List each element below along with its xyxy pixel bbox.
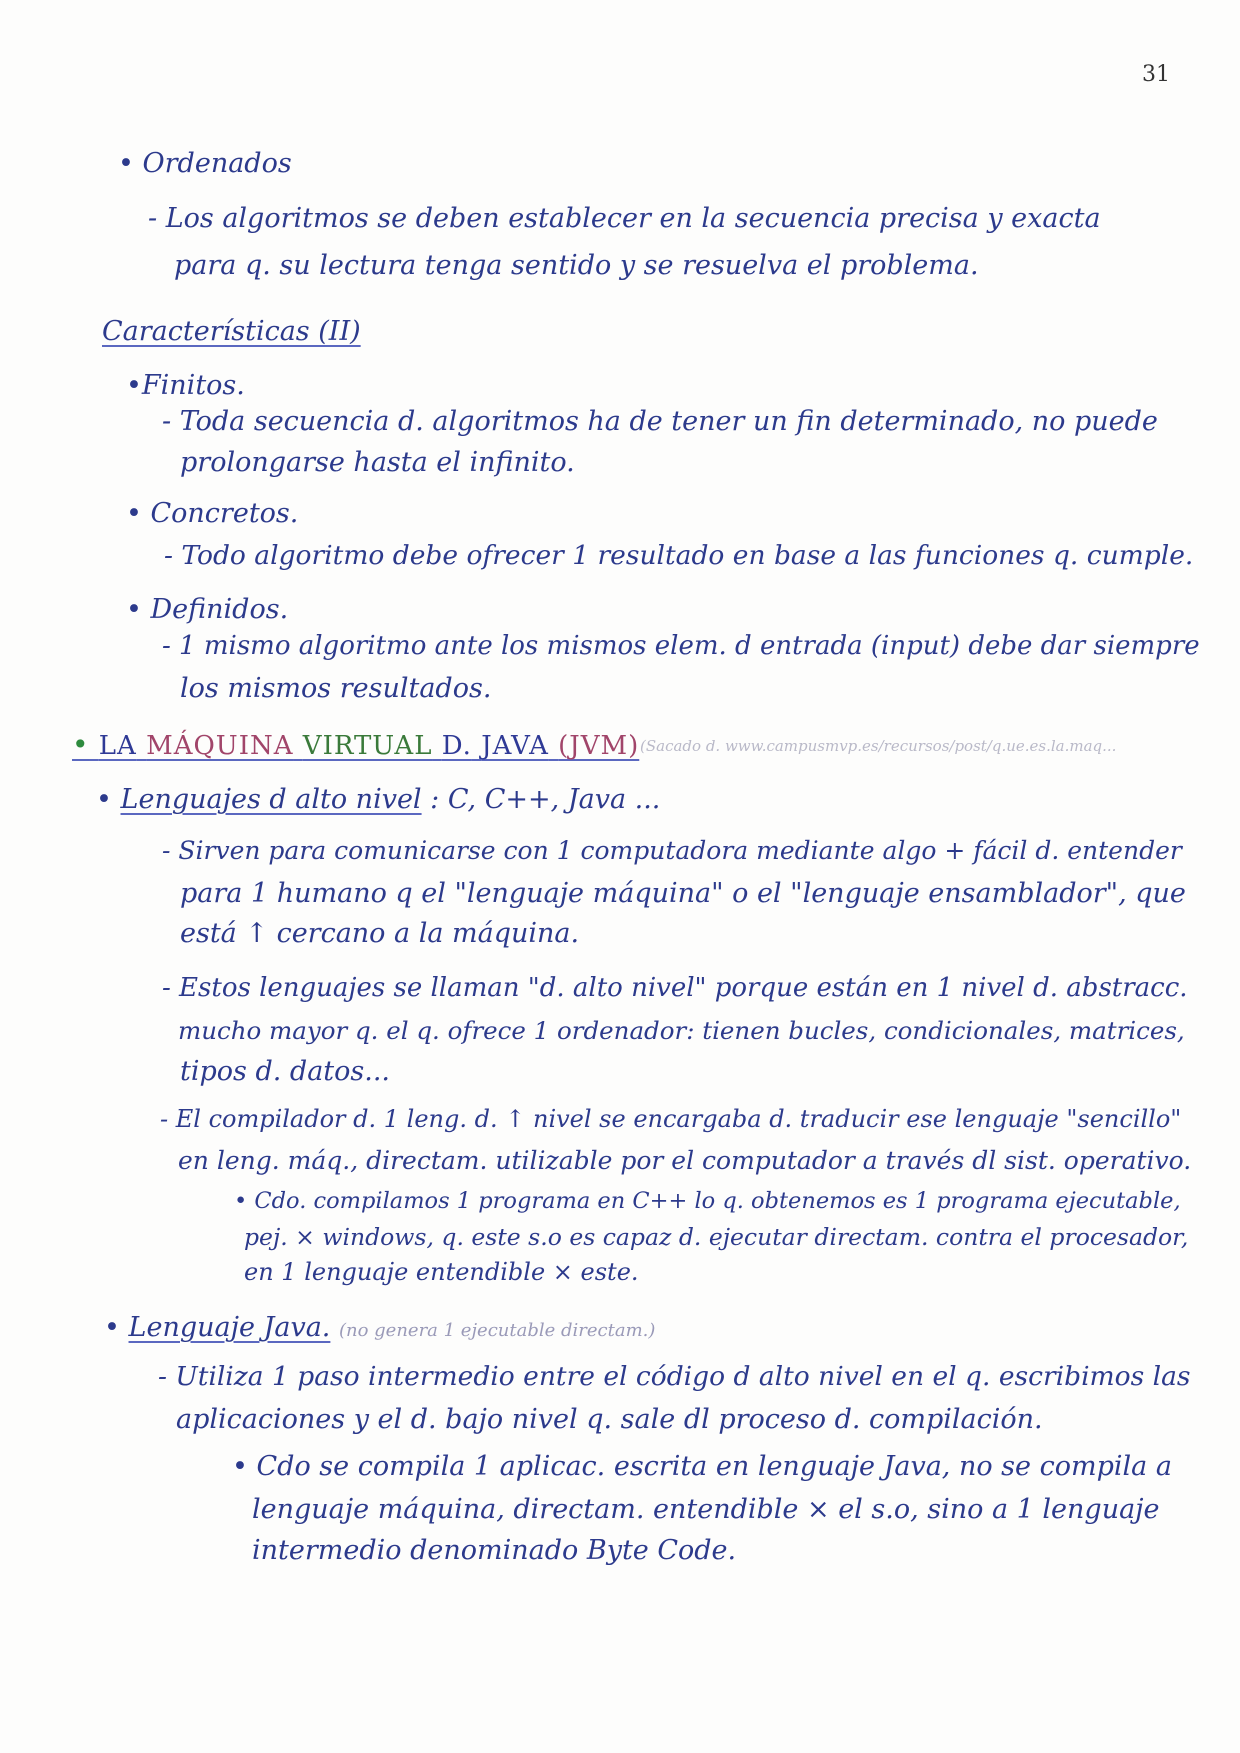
alto-nivel-p2-line-2: mucho mayor q. el q. ofrece 1 ordenador: tienen bucles, condicionales, matrices,	[178, 1016, 1185, 1045]
source-note: (Sacado d. www.campusmvp.es/recursos/post/q.ue.es.la.maq...	[640, 737, 1117, 755]
alto-nivel-heading	[96, 786, 660, 813]
alto-nivel-sub-line-1: • Cdo. compilamos 1 programa en C++ lo q. obtenemos es 1 programa ejecutable,	[234, 1188, 1181, 1214]
alto-nivel-p2-line-1: - Estos lenguajes se llaman "d. alto nivel" porque están en 1 nivel d. abstracc.	[162, 973, 1188, 1003]
definidos-heading: • Definidos.	[126, 594, 289, 625]
jvm-section-title	[72, 728, 639, 761]
java-note: (no genera 1 ejecutable directam.)	[338, 1320, 656, 1341]
ordenados-line-2: para q. su lectura tenga sentido y se resuelva el problema.	[174, 250, 979, 281]
java-heading	[104, 1314, 655, 1341]
alto-nivel-p2-line-3: tipos d. datos...	[180, 1056, 391, 1087]
alto-nivel-p1-line-1: - Sirven para comunicarse con 1 computadora mediante algo + fácil d. entender	[162, 836, 1182, 865]
concretos-line-1: - Todo algoritmo debe ofrecer 1 resultado en base a las funciones q. cumple.	[164, 540, 1194, 571]
jvm-title-jvm: (JVM)	[558, 731, 640, 761]
java-p1-line-1: - Utiliza 1 paso intermedio entre el código d alto nivel en el q. escribimos las	[158, 1361, 1191, 1392]
java-sub-line-2: lenguaje máquina, directam. entendible × el s.o, sino a 1 lenguaje	[252, 1494, 1160, 1525]
alto-nivel-bullet: •	[96, 784, 112, 815]
definidos-line-1: - 1 mismo algoritmo ante los mismos elem. d entrada (input) debe dar siempre	[162, 631, 1200, 661]
alto-nivel-p3-line-1: - El compilador d. 1 leng. d. ↑ nivel se encargaba d. traducir ese lenguaje "sencillo"	[160, 1105, 1182, 1133]
jvm-title-maquina: MÁQUINA	[146, 731, 294, 761]
java-label: Lenguaje Java.	[128, 1312, 331, 1343]
jvm-title-la: LA	[98, 731, 137, 761]
java-sub-line-3: intermedio denominado Byte Code.	[252, 1535, 737, 1566]
finitos-line-1: - Toda secuencia d. algoritmos ha de tener un fin determinado, no puede	[162, 406, 1158, 437]
alto-nivel-list: : C, C++, Java ...	[430, 784, 661, 815]
ordenados-line-1: - Los algoritmos se deben establecer en la secuencia precisa y exacta	[148, 203, 1101, 234]
finitos-heading: •Finitos.	[126, 370, 245, 401]
java-sub-line-1: • Cdo se compila 1 aplicac. escrita en lenguaje Java, no se compila a	[232, 1451, 1172, 1482]
alto-nivel-p3-line-2: en leng. máq., directam. utilizable por el computador a través dl sist. operativo.	[178, 1146, 1192, 1175]
java-bullet: •	[104, 1312, 120, 1343]
jvm-title-java: JAVA	[481, 731, 549, 761]
alto-nivel-sub-line-3: en 1 lenguaje entendible × este.	[244, 1258, 639, 1286]
definidos-line-2: los mismos resultados.	[180, 673, 492, 704]
ordenados-heading: • Ordenados	[118, 148, 292, 179]
finitos-line-2: prolongarse hasta el infinito.	[180, 447, 575, 478]
alto-nivel-p1-line-3: está ↑ cercano a la máquina.	[180, 918, 580, 949]
jvm-title-d: D.	[441, 731, 472, 761]
jvm-bullet: •	[72, 728, 90, 761]
caracteristicas-heading: Características (II)	[102, 316, 361, 347]
concretos-heading: • Concretos.	[126, 498, 299, 529]
alto-nivel-p1-line-2: para 1 humano q el "lenguaje máquina" o el "lenguaje ensamblador", que	[180, 878, 1186, 909]
alto-nivel-label: Lenguajes d alto nivel	[120, 784, 422, 815]
alto-nivel-sub-line-2: pej. × windows, q. este s.o es capaz d. ejecutar directam. contra el procesador,	[244, 1223, 1189, 1251]
java-p1-line-2: aplicaciones y el d. bajo nivel q. sale dl proceso d. compilación.	[176, 1404, 1043, 1435]
jvm-title-virtual: VIRTUAL	[302, 731, 433, 761]
page-number: 31	[1142, 62, 1170, 87]
